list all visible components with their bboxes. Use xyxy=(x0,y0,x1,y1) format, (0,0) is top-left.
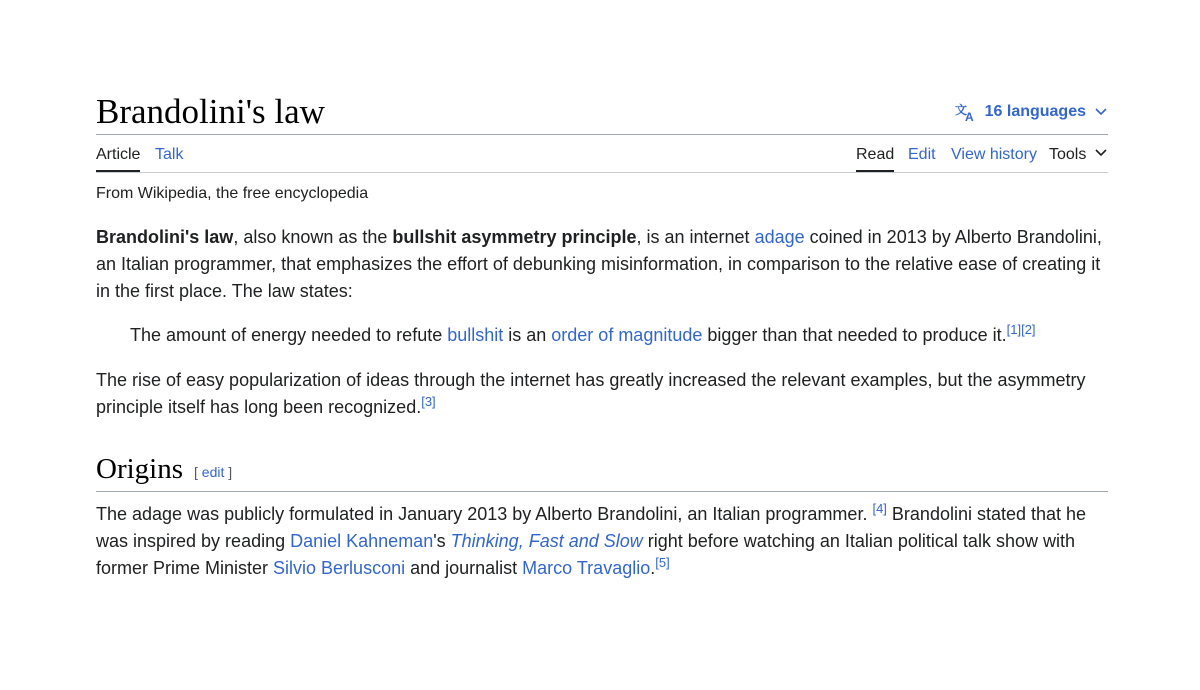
text: . xyxy=(650,558,656,578)
section-title: Origins xyxy=(96,453,183,485)
bracket: ] xyxy=(224,464,233,480)
tab-read[interactable]: Read xyxy=(856,146,894,172)
text: bigger than that needed to produce it. xyxy=(702,325,1007,345)
text: The rise of easy popularization of ideas through the internet has greatly increased the relevant examples, but the asymmetry principle itself has long been recognized. xyxy=(96,370,1086,417)
tab-view-history[interactable]: View history xyxy=(951,146,1037,163)
link-daniel-kahneman[interactable]: Daniel Kahneman xyxy=(290,531,434,551)
link-marco-travaglio[interactable]: Marco Travaglio xyxy=(522,558,651,578)
tools-menu-button[interactable] xyxy=(1049,146,1108,172)
section-edit xyxy=(194,464,232,480)
text: is an xyxy=(503,325,552,345)
text: and journalist xyxy=(405,558,523,578)
tab-talk[interactable]: Talk xyxy=(155,146,184,163)
reference-2[interactable] xyxy=(1021,322,1035,337)
ref-link[interactable]: [2] xyxy=(1021,322,1036,337)
section-edit-link[interactable]: edit xyxy=(201,464,225,480)
section-heading-origins xyxy=(96,448,1108,492)
tools-label: Tools xyxy=(1049,146,1087,163)
link-order-of-magnitude[interactable]: order of magnitude xyxy=(551,325,703,345)
text: Brandolini stated that he was inspired by reading xyxy=(96,504,1087,551)
site-tagline: From Wikipedia, the free encyclopedia xyxy=(96,185,369,202)
text: 's xyxy=(433,531,451,551)
chevron-down-icon xyxy=(1094,146,1108,165)
link-adage[interactable]: adage xyxy=(754,227,805,247)
svg-text:文: 文 xyxy=(954,103,967,117)
tab-edit[interactable]: Edit xyxy=(908,146,936,163)
reference-4[interactable] xyxy=(872,501,886,516)
link-thinking-fast-and-slow[interactable]: Thinking, Fast and Slow xyxy=(450,531,643,551)
text: , also known as the xyxy=(233,227,393,247)
svg-text:A: A xyxy=(964,110,974,122)
reference-3[interactable] xyxy=(421,394,435,409)
reference-1[interactable] xyxy=(1007,322,1021,337)
translate-icon xyxy=(955,102,977,122)
reference-5[interactable] xyxy=(655,555,669,570)
ref-link[interactable]: [4] xyxy=(872,501,887,516)
text: right before watching an Italian political talk show with former Prime Minister xyxy=(96,531,1075,578)
origins-paragraph xyxy=(96,501,1108,582)
bracket: [ xyxy=(194,464,202,480)
link-bullshit[interactable]: bullshit xyxy=(447,325,504,345)
second-paragraph xyxy=(96,367,1108,421)
ref-link[interactable]: [1] xyxy=(1006,322,1022,337)
languages-label: 16 languages xyxy=(984,103,1086,120)
title-bar xyxy=(96,88,1108,135)
law-quote xyxy=(130,322,1108,349)
language-selector-button[interactable] xyxy=(955,100,1108,124)
term-bold: Brandolini's law xyxy=(96,227,234,247)
page-tabs xyxy=(96,134,1108,173)
tab-article[interactable]: Article xyxy=(96,146,140,172)
ref-link[interactable]: [5] xyxy=(655,555,670,570)
text: The adage was publicly formulated in January 2013 by Alberto Brandolini, an Italian programmer. xyxy=(96,504,873,524)
text: The amount of energy needed to refute xyxy=(130,325,448,345)
alt-term-bold: bullshit asymmetry principle xyxy=(392,227,637,247)
text: coined in 2013 by Alberto Brandolini, an Italian programmer, that emphasizes the effort of debunking misinformation, in comparison to the relative ease of creating it in the first place. The law states: xyxy=(96,227,1102,301)
lead-paragraph xyxy=(96,224,1108,305)
link-silvio-berlusconi[interactable]: Silvio Berlusconi xyxy=(273,558,406,578)
chevron-down-icon xyxy=(1094,107,1108,117)
page-title: Brandolini's law xyxy=(96,92,325,131)
ref-link[interactable]: [3] xyxy=(421,394,436,409)
text: , is an internet xyxy=(636,227,755,247)
